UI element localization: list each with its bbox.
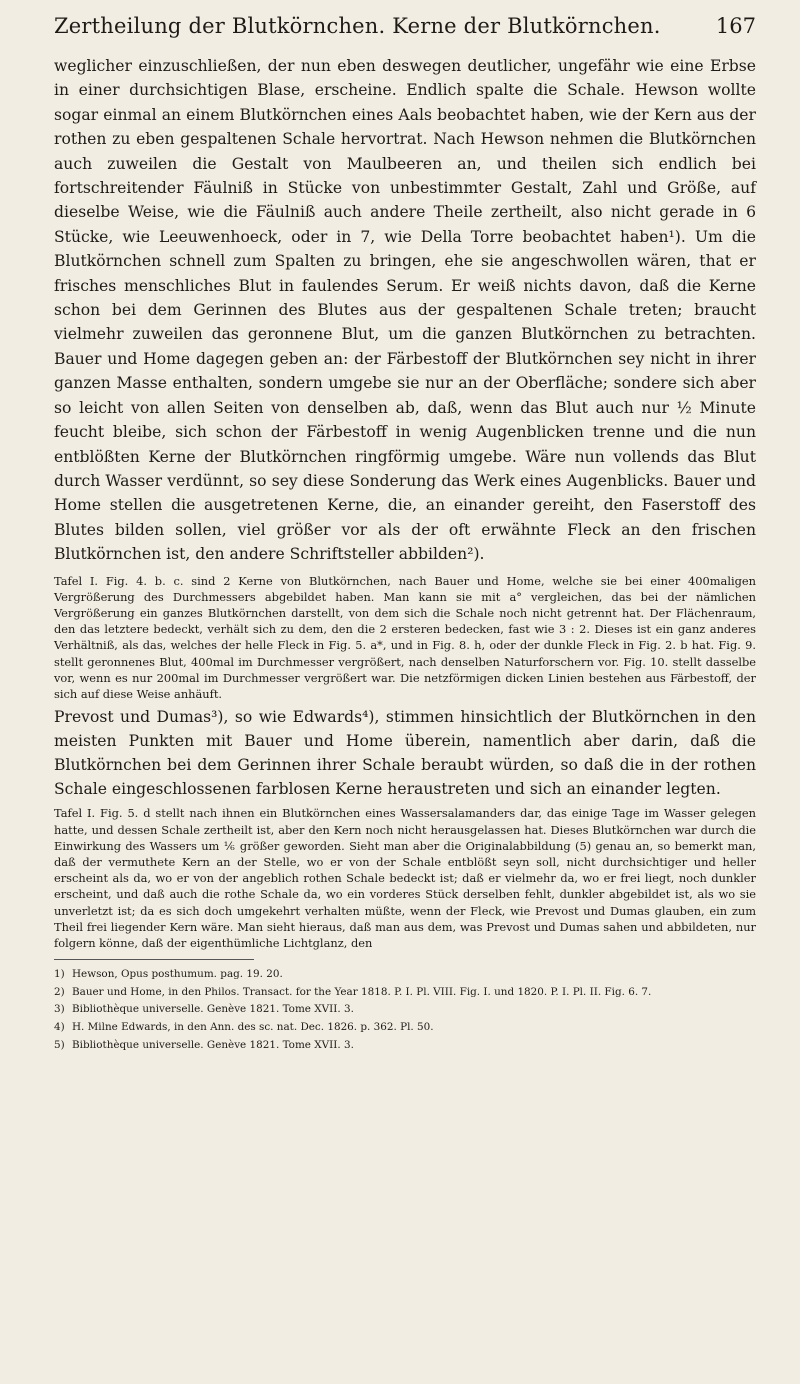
paragraph: Prevost und Dumas³), so wie Edwards⁴), stimmen hinsichtlich der Blutkörnchen in den meisten Punkten mit Bauer und Home überein, namentlich aber darin, daß die Blutkörnchen bei dem Gerinnen ihrer Schale beraubt würden, so daß die in der rothen Schale eingeschlossenen farblosen Kerne heraustreten und sich an einander legten.	[54, 708, 756, 798]
footnote: 2) Bauer und Home, in den Philos. Transact. for the Year 1818. P. I. Pl. VIII. Fig. I. und 1820. P. I. Pl. II. Fig. 6. 7.	[54, 985, 652, 998]
footnote: 5) Bibliothèque universelle. Genève 1821. Tome XVII. 3.	[54, 1038, 354, 1051]
caption-text: Tafel I. Fig. 4. b. c. sind 2 Kerne von Blutkörnchen, nach Bauer und Home, welche sie bei einer 400maligen Vergrößerung des Durchmessers abgebildet haben. Man kann sie mit a° vergleichen, das bei der nämlichen Vergrößerung ein ganzes Blutkörnchen darstellt, von dem sich die Schale noch nicht getrennt hat. Der Flächenraum, den das letztere bedeckt, verhält sich zu dem, den die 2 ersteren bedecken, fast wie 3 : 2. Dieses ist ein ganz anderes Verhältniß, als das, welches der helle Fleck in Fig. 5. a*, und in Fig. 8. h, oder der dunkle Fleck in Fig. 2. b hat. Fig. 9. stellt geronnenes Blut, 400mal im Durchmesser vergrößert, nach denselben Naturforschern vor. Fig. 10. stellt dasselbe vor, wenn es nur 200mal im Durchmesser vergrößert war. Die netzförmigen dicken Linien bestehen aus Färbestoff, der sich auf diese Weise anhäuft.	[54, 573, 756, 701]
running-title: Zertheilung der Blutkörnchen. Kerne der Blutkörnchen.	[54, 14, 661, 38]
paragraph: weglicher einzuschließen, der nun eben deswegen deutlicher, ungefähr wie eine Erbse in einer durchsichtigen Blase, erscheine. Endlich spalte die Schale. Hewson wollte sogar einmal an einem Blutkörnchen eines Aals beobachtet haben, wie der Kern aus der rothen zu eben gespaltenen Schale hervortrat. Nach Hewson nehmen die Blutkörnchen auch zuweilen die Gestalt von Maulbeeren an, und theilen sich endlich bei fortschreitender Fäulniß in Stücke von unbestimmter Gestalt, Zahl und Größe, auf dieselbe Weise, wie die Fäulniß auch andere Theile zertheilt, also nicht gerade in 6 Stücke, wie Leeuwenhoeck, oder in 7, wie Della Torre beobachtet haben¹). Um die Blutkörnchen schnell zum Spalten zu bringen, ehe sie angeschwollen wären, that er frisches menschliches Blut in faulendes Serum. Er weiß nichts davon, daß die Kerne schon bei dem Gerinnen des Blutes aus der gespaltenen Schale treten; braucht vielmehr zuweilen das geronnene Blut, um die ganzen Blutkörnchen zu betrachten. Bauer und Home dagegen geben an: der Färbestoff der Blutkörnchen sey nicht in ihrer ganzen Masse enthalten, sondern umgebe sie nur an der Oberfläche; sondere sich aber so leicht von allen Seiten von denselben ab, daß, wenn das Blut auch nur ½ Minute feucht bleibe, sich schon der Färbestoff in wenig Augenblicken trenne und die nun entblößten Kerne der Blutkörnchen ringförmig umgebe. Wäre nun vollends das Blut durch Wasser verdünnt, so sey diese Sonderung das Werk eines Augenblicks. Bauer und Home stellen die ausgetretenen Kerne, die, an einander gereiht, den Faserstoff des Blutes bilden sollen, viel größer vor als der oft erwähnte Fleck an den frischen Blutkörnchen ist, den andere Schriftsteller abbilden²).	[54, 57, 756, 564]
running-header	[54, 14, 756, 50]
footnote: 3) Bibliothèque universelle. Genève 1821. Tome XVII. 3.	[54, 1003, 354, 1016]
footnote: 1) Hewson, Opus posthumum. pag. 19. 20.	[54, 968, 283, 981]
figure-caption	[54, 805, 756, 951]
caption-text: Tafel I. Fig. 5. d stellt nach ihnen ein Blutkörnchen eines Wassersalamanders dar, das einige Tage im Wasser gelegen hatte, und dessen Schale zertheilt ist, aber den Kern noch nicht herausgelassen hat. Dieses Blutkörnchen war durch die Einwirkung des Wassers um ⅙ größer geworden. Sieht man aber die Originalabbildung (5) genau an, so bemerkt man, daß der vermuthete Kern an der Stelle, wo er von der Schale entblößt seyn soll, nicht durchsichtiger und heller erscheint als da, wo er von der angeblich rothen Schale bedeckt ist; daß er vielmehr da, wo er frei liegt, noch dunkler erscheint, und daß auch die rothe Schale da, wo ein vorderes Stück derselben fehlt, dunkler abgebildet ist, als wo sie unverletzt ist; da es sich doch umgekehrt verhalten müßte, wenn der Fleck, wie Prevost und Dumas glauben, ein zum Theil frei liegender Kern wäre. Man sieht hieraus, daß man aus dem, was Prevost und Dumas sahen und abbildeten, nur folgern könne, daß der eigenthümliche Lichtglanz, den	[54, 806, 756, 950]
main-text	[54, 54, 756, 567]
main-text	[54, 706, 756, 801]
footnote: 4) H. Milne Edwards, in den Ann. des sc. nat. Dec. 1826. p. 362. Pl. 50.	[54, 1020, 434, 1033]
footnotes	[54, 966, 756, 1054]
page-number: 167	[715, 14, 756, 38]
footnote-divider	[54, 959, 254, 960]
figure-caption	[54, 573, 756, 703]
